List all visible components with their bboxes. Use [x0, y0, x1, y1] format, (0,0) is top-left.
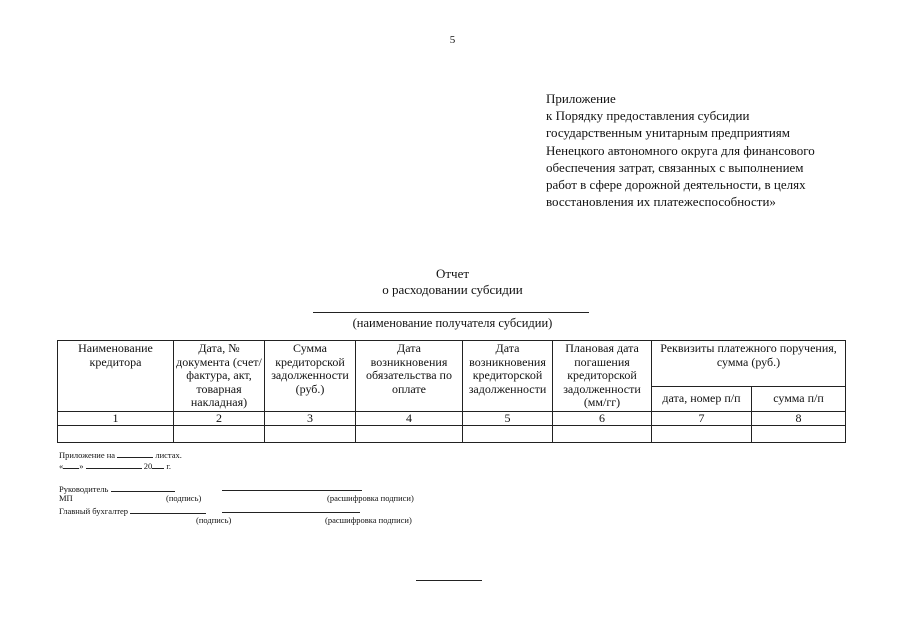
footer-rule — [416, 580, 482, 581]
accountant-signature-blank — [130, 505, 206, 514]
year-blank — [152, 460, 164, 469]
accountant-signature-caption: (подпись) — [196, 515, 232, 525]
column-number: 8 — [752, 411, 846, 426]
column-number: 4 — [356, 411, 463, 426]
head-signature-blank — [111, 483, 175, 492]
column-number: 6 — [553, 411, 652, 426]
accountant-decoding-caption: (расшифровка подписи) — [325, 515, 412, 525]
table-cell — [652, 426, 752, 443]
head-decoding-blank — [222, 490, 362, 491]
accountant-decoding-blank — [222, 512, 360, 513]
year-suffix: г. — [166, 461, 172, 471]
date-close-quote: » — [79, 461, 84, 471]
table-row — [58, 426, 846, 443]
header-payment-order: Реквизиты платежного поручения, сумма (руб.) — [652, 341, 846, 387]
annex-line: к Порядку предоставления субсидии — [546, 108, 750, 124]
header-payment-sum: сумма п/п — [752, 386, 846, 411]
column-number: 7 — [652, 411, 752, 426]
column-number: 5 — [463, 411, 553, 426]
table-cell — [553, 426, 652, 443]
report-table — [57, 340, 846, 443]
annex-line: государственным унитарным предприятиям — [546, 125, 791, 141]
month-blank — [86, 460, 142, 469]
table-header-row — [58, 341, 846, 387]
attachment-prefix: Приложение на — [59, 450, 116, 460]
column-number: 1 — [58, 411, 174, 426]
report-title-block — [0, 266, 905, 298]
recipient-name-line — [313, 312, 589, 313]
header-obligation-date: Дата возникновения обязательства по оплате — [356, 341, 463, 412]
table-cell — [752, 426, 846, 443]
table-cell — [356, 426, 463, 443]
report-subtitle: о расходовании субсидии — [382, 282, 523, 297]
header-debt-sum: Сумма кредиторской задолженности (руб.) — [265, 341, 356, 412]
annex-line: Приложение — [546, 91, 616, 106]
head-signature-caption: (подпись) — [166, 493, 202, 503]
head-decoding-caption: (расшифровка подписи) — [327, 493, 414, 503]
date-line — [59, 460, 171, 472]
accountant-signature-line — [59, 505, 206, 517]
table-cell — [463, 426, 553, 443]
report-title: Отчет — [435, 266, 470, 281]
annex-line: восстановления их платежеспособности» — [546, 194, 776, 210]
annex-block — [546, 90, 876, 210]
attachment-suffix: листах. — [155, 450, 182, 460]
head-signature-line — [59, 483, 175, 495]
head-label: Руководитель — [59, 484, 109, 494]
recipient-caption: (наименование получателя субсидии) — [352, 316, 553, 330]
column-number: 3 — [265, 411, 356, 426]
mp-label: МП — [59, 493, 73, 503]
header-planned-date: Плановая дата погашения кредиторской задолженности (мм/гг) — [553, 341, 652, 412]
header-document: Дата, № документа (счет/фактура, акт, товарная накладная) — [174, 341, 265, 412]
table-cell — [265, 426, 356, 443]
accountant-label: Главный бухгалтер — [59, 506, 129, 516]
annex-line: обеспечения затрат, связанных с выполнением — [546, 159, 804, 175]
table-cell — [174, 426, 265, 443]
column-number: 2 — [174, 411, 265, 426]
date-open-quote: « — [59, 461, 64, 471]
table-number-row — [58, 411, 846, 426]
sheet-count-blank — [117, 449, 153, 458]
year-prefix: 20 — [143, 461, 153, 471]
header-payment-date-number: дата, номер п/п — [652, 386, 752, 411]
annex-line: Ненецкого автономного округа для финансового — [546, 142, 815, 158]
header-creditor: Наименование кредитора — [58, 341, 174, 412]
page-number: 5 — [449, 34, 456, 46]
header-debt-date: Дата возникновения кредиторской задолженности — [463, 341, 553, 412]
annex-line: работ в сфере дорожной деятельности, в целях — [546, 177, 806, 193]
day-blank — [63, 460, 79, 469]
table-cell — [58, 426, 174, 443]
